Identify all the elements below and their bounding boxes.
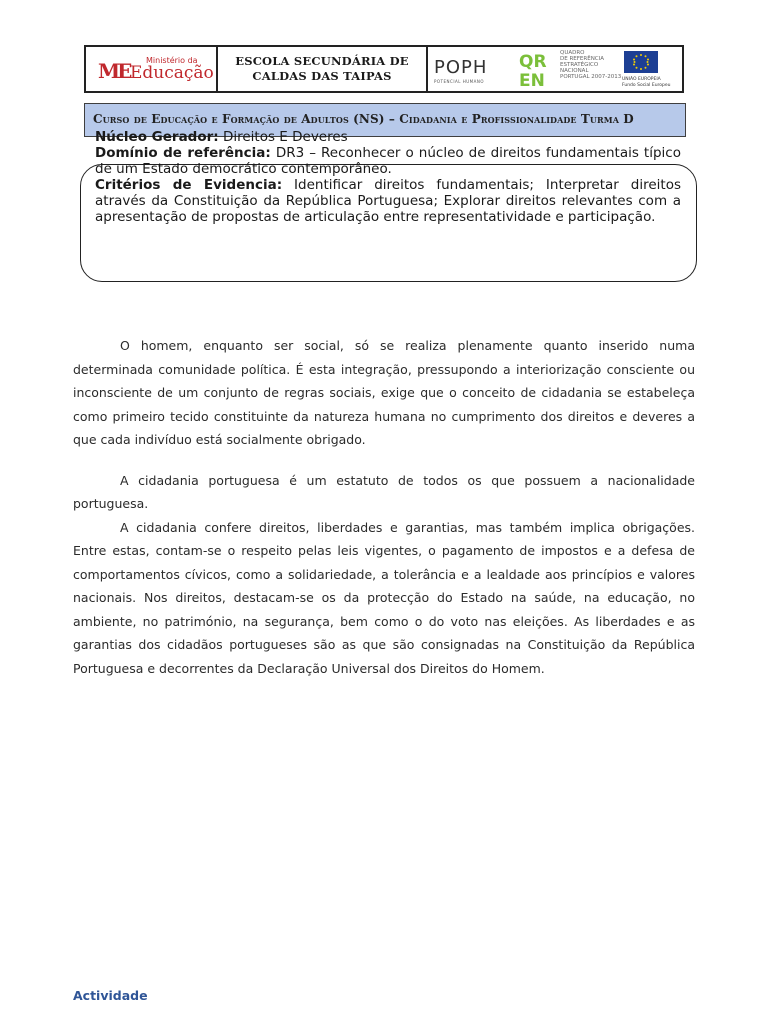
eu-text <box>622 77 671 88</box>
qren-text <box>560 50 621 80</box>
ministry-logo <box>86 47 218 91</box>
criterios-value: Identificar direitos fundamentais; Interpretar direitos através da Constituição da República Portuguesa; Explorar direitos relevantes com a apresentação de propostas de articulação entre representatividade e participação. <box>95 177 681 225</box>
qren-text-line: PORTUGAL 2007-2013 <box>560 74 622 80</box>
qren-text-line: QUADRO <box>560 50 585 56</box>
ministry-small-text: Ministério da <box>146 56 198 65</box>
nucleo-line <box>95 129 681 145</box>
school-name-line2: CALDAS DAS TAIPAS <box>252 69 392 83</box>
body-paragraph: A cidadania confere direitos, liberdades e garantias, mas também implica obrigações. Entre estas, contam-se o respeito pelas leis vigentes, o pagamento de impostos e a defesa de comportamentos cívicos, como a solidariedade, a tolerância e a lealdade aos princípios e valores nacionais. Nos direitos, destacam-se os da protecção do Estado na saúde, na educação, no ambiente, no património, na segurança, bem como o do voto nas eleições. As liberdades e as garantias dos cidadãos portugueses são as que são consignadas na Constituição da República Portuguesa e decorrentes da Declaração Universal dos Direitos do Homem. <box>73 519 695 676</box>
svg-text:QR: QR <box>519 52 547 72</box>
qren-text-line: ESTRATÉGICO <box>560 62 599 68</box>
eu-text-line: Fundo Social Europeu <box>622 82 671 88</box>
dominio-label: Domínio de referência: <box>95 145 271 161</box>
poph-logo: POPH <box>434 57 488 78</box>
eu-text-line: UNIÃO EUROPEIA <box>622 77 661 82</box>
body-paragraph: O homem, enquanto ser social, só se realiza plenamente quanto inserido numa determinada comunidade política. É esta integração, pressupondo a interiorização consciente ou inconsciente de um conjunto de regras sociais, exige que o conceito de cidadania se estabeleça como primeiro tecido constituinte da natureza humana no cumprimento dos direitos e deveres a que cada indivíduo está socialmente obrigado. <box>73 338 695 447</box>
ministry-emblem-icon: ME <box>98 59 130 83</box>
eu-flag-icon <box>624 51 658 73</box>
nucleo-label: Núcleo Gerador: <box>95 129 219 145</box>
header-table <box>84 45 684 93</box>
criterios-line <box>95 177 681 225</box>
body-text <box>73 334 695 680</box>
qren-logo-icon <box>518 49 558 89</box>
school-name <box>218 47 428 91</box>
activity-heading: Actividade <box>73 988 148 1003</box>
criterios-label: Critérios de Evidencia: <box>95 177 283 193</box>
poph-subtitle: POTENCIAL HUMANO <box>434 79 484 84</box>
qren-text-line: DE REFERÊNCIA <box>560 56 605 62</box>
school-name-line1: ESCOLA SECUNDÁRIA DE <box>235 54 409 68</box>
dominio-line <box>95 145 681 177</box>
body-paragraph: A cidadania portuguesa é um estatuto de todos os que possuem a nacionalidade portuguesa. <box>73 472 695 511</box>
svg-text:EN: EN <box>519 71 545 89</box>
funding-logos <box>428 47 682 91</box>
qren-text-line: NACIONAL <box>560 68 589 74</box>
ministry-name: Educação <box>130 63 214 83</box>
criteria-text <box>95 129 681 225</box>
course-banner: Curso de Educação e Formação de Adultos (NS) – Cidadania e Profissionalidade Turma D <box>84 103 686 137</box>
nucleo-value: Direitos E Deveres <box>218 129 348 145</box>
dominio-value: DR3 – Reconhecer o núcleo de direitos fundamentais típico de um Estado democrático contemporâneo. <box>95 145 681 177</box>
